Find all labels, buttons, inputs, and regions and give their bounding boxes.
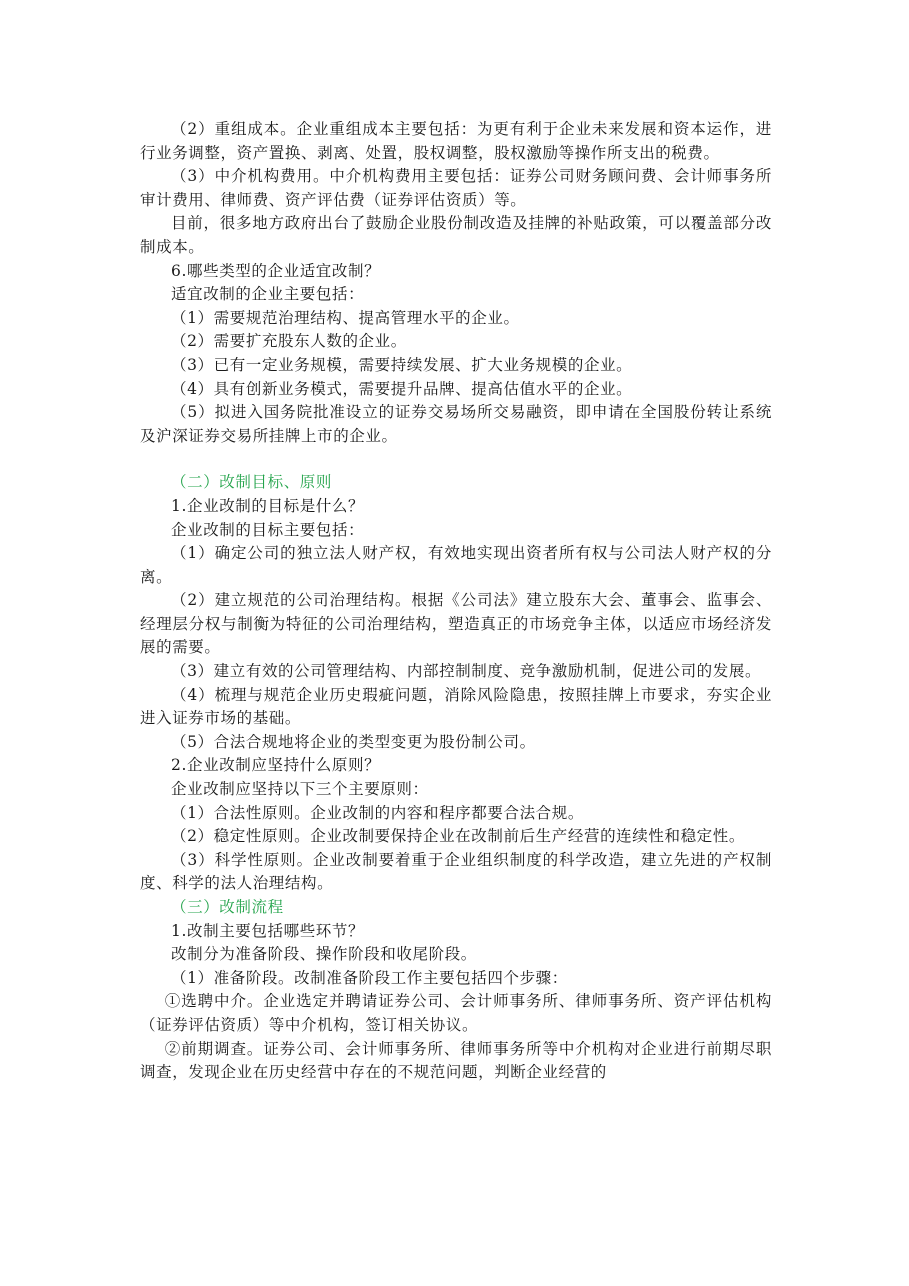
paragraph: （3）科学性原则。企业改制要着重于企业组织制度的科学改造，建立先进的产权制度、科学的法人治理结构。 (140, 850, 772, 893)
paragraph-gap (140, 448, 772, 471)
paragraph: （1）准备阶段。改制准备阶段工作主要包括四个步骤： (171, 968, 568, 987)
step-paragraph: ①选聘中介。企业选定并聘请证券公司、会计师事务所、律师事务所、资产评估机构（证券评估资质）等中介机构，签订相关协议。 (140, 992, 772, 1034)
paragraph: （2）需要扩充股东人数的企业。 (171, 332, 407, 351)
step-paragraph: ②前期调查。证券公司、会计师事务所、律师事务所等中介机构对企业进行前期尽职调查，发现企业在历史经营中存在的不规范问题，判断企业经营的 (140, 1039, 772, 1082)
paragraph: （2）重组成本。企业重组成本主要包括：为更有利于企业未来发展和资本运作，进行业务调整，资产置换、剥离、处置，股权调整，股权激励等操作所支出的税费。 (140, 120, 772, 162)
paragraph: 目前，很多地方政府出台了鼓励企业股份制改造及挂牌的补贴政策，可以覆盖部分改制成本。 (140, 214, 772, 256)
paragraph: （1）确定公司的独立法人财产权，有效地实现出资者所有权与公司法人财产权的分离。 (140, 544, 772, 586)
section-heading: （三）改制流程 (171, 898, 284, 916)
paragraph: 1.改制主要包括哪些环节？ (171, 921, 365, 940)
paragraph: 2.企业改制应坚持什么原则？ (171, 756, 381, 775)
paragraph: 6.哪些类型的企业适宜改制？ (171, 261, 381, 280)
paragraph: （4）梳理与规范企业历史瑕疵问题，消除风险隐患，按照挂牌上市要求，夯实企业进入证券市场的基础。 (140, 685, 772, 728)
paragraph: （3）中介机构费用。中介机构费用主要包括：证券公司财务顾问费、会计师事务所审计费用、律师费、资产评估费（证券评估资质）等。 (140, 167, 772, 209)
paragraph: 1.企业改制的目标是什么？ (171, 496, 365, 515)
paragraph: 适宜改制的企业主要包括： (171, 285, 365, 304)
paragraph: （2）建立规范的公司治理结构。根据《公司法》建立股东大会、董事会、监事会、经理层分权与制衡为特征的公司治理结构，塑造真正的市场竞争主体，以适应市场经济发展的需要。 (140, 591, 772, 657)
paragraph: （3）建立有效的公司管理结构、内部控制制度、竞争激励机制，促进公司的发展。 (171, 662, 762, 681)
paragraph: （3）已有一定业务规模，需要持续发展、扩大业务规模的企业。 (171, 355, 633, 374)
section-heading: （二）改制目标、原则 (171, 473, 333, 492)
paragraph: 企业改制的目标主要包括： (171, 520, 365, 539)
paragraph: （2）稳定性原则。企业改制要保持企业在改制前后生产经营的连续性和稳定性。 (171, 827, 745, 846)
paragraph: 改制分为准备阶段、操作阶段和收尾阶段。 (171, 945, 477, 964)
paragraph: 企业改制应坚持以下三个主要原则： (171, 780, 429, 799)
paragraph: （5）拟进入国务院批准设立的证券交易场所交易融资，即申请在全国股份转让系统及沪深证券交易所挂牌上市的企业。 (140, 403, 772, 445)
paragraph: （4）具有创新业务模式，需要提升品牌、提高估值水平的企业。 (171, 379, 633, 398)
document-body (140, 118, 772, 1085)
paragraph: （5）合法合规地将企业的类型变更为股份制公司。 (171, 732, 536, 751)
paragraph: （1）合法性原则。企业改制的内容和程序都要合法合规。 (171, 803, 584, 822)
paragraph: （1）需要规范治理结构、提高管理水平的企业。 (171, 308, 520, 327)
